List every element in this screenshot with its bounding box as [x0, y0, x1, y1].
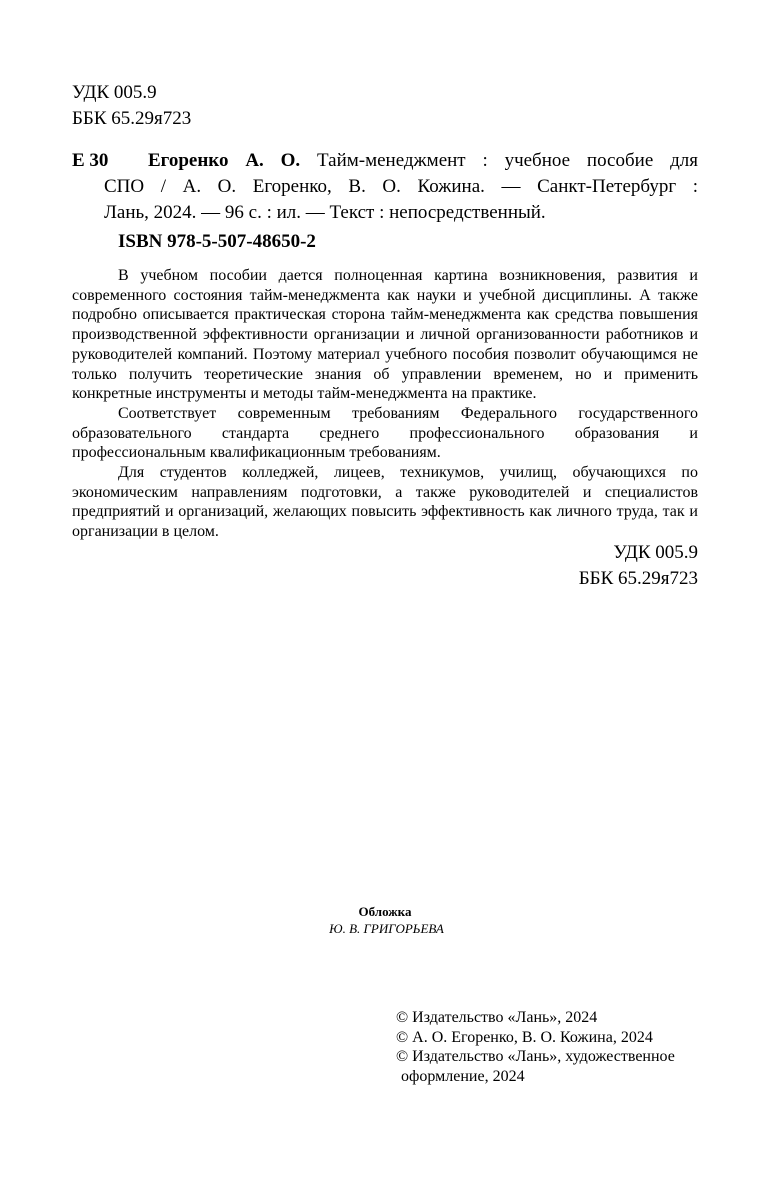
annotation: [72, 266, 698, 542]
bbk-code: ББК 65.29я723: [72, 108, 192, 129]
bibliographic-reference: [104, 148, 698, 226]
copyright-line-4: оформление, 2024: [401, 1068, 525, 1086]
annotation-paragraph-1: В учебном пособии дается полноценная картина возникновения, развития и современного состояния тайм-менеджмента как науки и учебной дисциплины. А также подробно описывается практическая сторона тайм-менеджмента как средства повышения производственной эффективности организации и личной организованности работников и руководителей компаний. Поэтому материал учебного пособия позволит обучающимся не только получить теоретические знания об управлении временем, но и применить конкретные инструменты и методы тайм-менеджмента на практике.: [72, 267, 698, 403]
cover-designer: Ю. В. ГРИГОРЬЕВА: [329, 921, 444, 936]
copyright-line-2: © А. О. Егоренко, В. О. Кожина, 2024: [396, 1028, 653, 1046]
bbk-code-bottom: ББК 65.29я723: [578, 568, 698, 589]
annotation-paragraph-3: Для студентов колледжей, лицеев, техникумов, училищ, обучающихся по экономическим направлениям подготовки, а также руководителей и специалистов предприятий и организаций, желающих повысить эффективность как личного труда, так и организации в целом.: [72, 464, 698, 541]
author-name: Егоренко А. О.: [148, 150, 301, 171]
isbn: ISBN 978-5-507-48650-2: [118, 231, 316, 252]
classification-block-bottom: [579, 540, 698, 592]
bibliographic-entry: [72, 148, 698, 226]
reference-line-1: [72, 148, 698, 174]
copyright-block: [396, 1008, 675, 1087]
reference-line-3: Лань, 2024. — 96 с. : ил. — Текст : непосредственный.: [104, 202, 546, 223]
cover-title: Обложка: [358, 904, 412, 919]
copyright-line-1: © Издательство «Лань», 2024: [396, 1009, 598, 1026]
udk-code: УДК 005.9: [72, 82, 157, 103]
udk-code-bottom: УДК 005.9: [613, 542, 698, 563]
reference-line-2: СПО / А. О. Егоренко, В. О. Кожина. — Санкт-Петербург :: [104, 176, 698, 197]
cover-credit: [0, 903, 769, 937]
classification-block-top: [72, 80, 191, 132]
annotation-paragraph-2: Соответствует современным требованиям Федерального государственного образовательного стандарта среднего профессионального образования и профессиональным квалификационным требованиям.: [72, 404, 698, 462]
author-mark: Е 30: [72, 150, 109, 171]
copyright-line-3: © Издательство «Лань», художественное: [396, 1048, 675, 1066]
title-text: Тайм-менеджмент : учебное пособие для: [300, 150, 698, 171]
